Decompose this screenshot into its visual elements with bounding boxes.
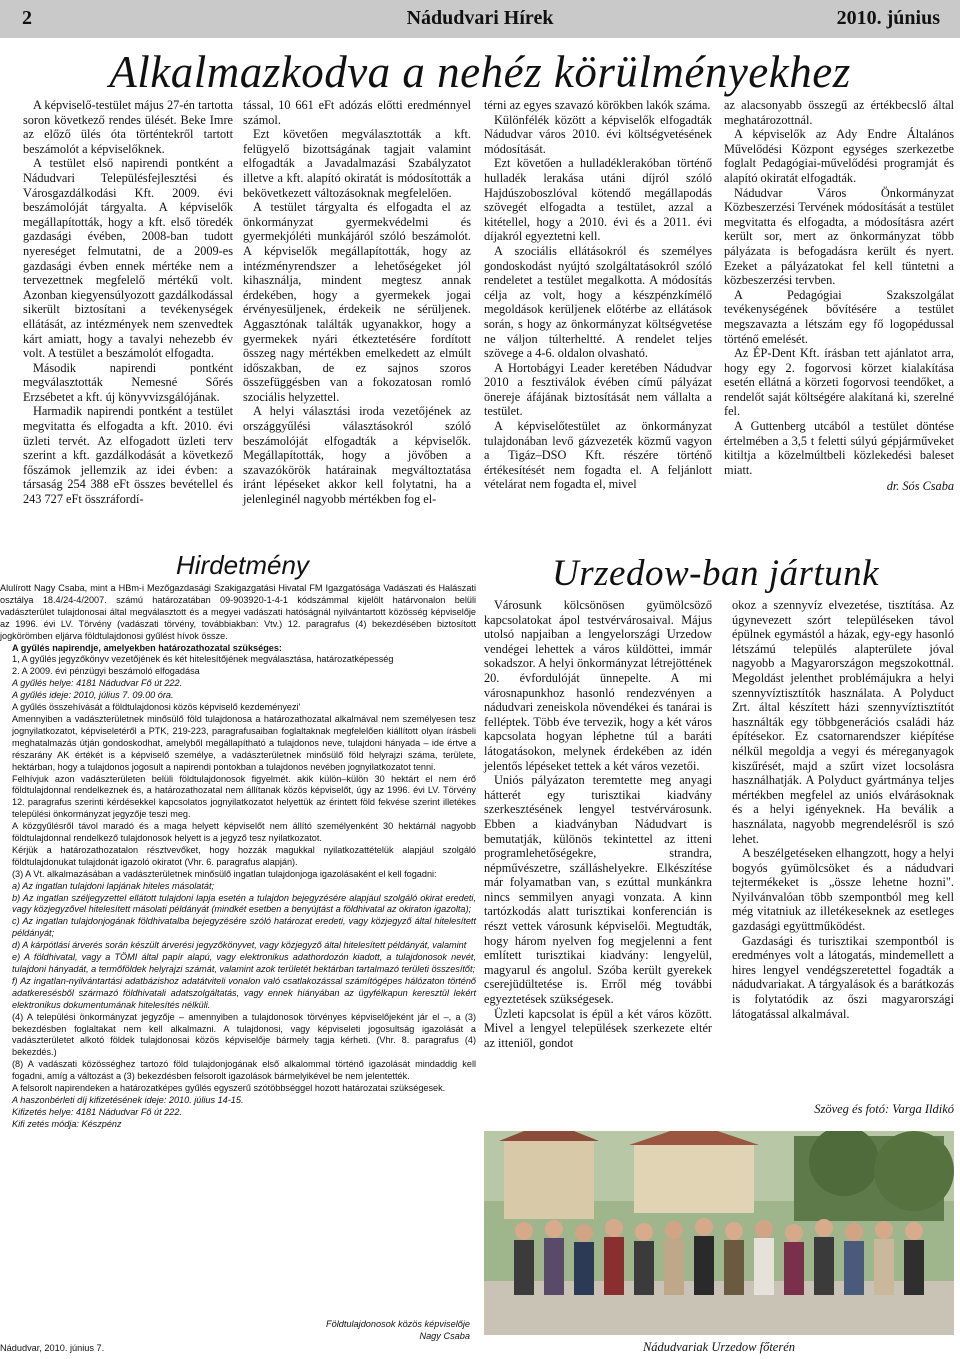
group-photo — [484, 1131, 954, 1335]
article-paragraph: A Pedagógiai Szakszolgálat tevékenységének bővítésére a testület megszavazta a létszám egy fő logopédussal történő emelését. — [724, 287, 954, 346]
article-paragraph: Nádudvar Város Önkormányzat Közbeszerzési Tervének módosítását a testület megvitatta és elfogadta, a módosításra azért került sor, mert az önkormányzat több pályázata is befogadásra került és nyert. Ezeket a pályázatokat fel kell tüntetni a közbeszerzési tervben. — [724, 185, 954, 288]
notice-signature-name: Nagy Csaba — [419, 1331, 470, 1341]
notice-agenda-item: 2. A 2009. évi pénzügyi beszámoló elfogadása — [12, 666, 200, 677]
notice-list-item: e) A földhivatal, vagy a TÖMI által papír alapú, vagy elektronikus adathordozón kiadott, a tulajdonosok nevét, tulajdoni hányadát, a termőföldek helyrajzi számát, valamint azok területét hektárban tartalmazó területi összesítőt; — [12, 952, 476, 974]
notice-payment-date: A haszonbérleti díj kifizetésének ideje: 2010. július 14-15. — [12, 1094, 244, 1105]
notice-list-item: d) A kárpótlási árverés során készült árverési jegyzőkönyvet, vagy közjegyző által hitelesített példányát, valamint — [12, 940, 467, 951]
article-paragraph: A Guttenberg utcából a testület döntése értelmében a 3,5 t feletti súlyú gépjárműveket kitiltja a közelmúltbeli közlekedési baleset miatt. — [724, 419, 954, 477]
notice-agenda-item: 1, A gyűlés jegyzőkönyv vezetőjének és két hitelesítőjének megválasztása, határozatképesség — [12, 654, 394, 665]
notice-list-item: a) Az ingatlan tulajdoni lapjának hiteles másolatát; — [12, 880, 215, 891]
article-paragraph: Különfélék között a képviselők elfogadták Nádudvar város 2010. évi költségvetésének módosítását. — [484, 112, 712, 156]
notice-time: A gyűlés ideje: 2010, július 7. 09.00 óra. — [12, 690, 174, 701]
notice-place-date: Nádudvar, 2010. június 7. — [0, 1343, 105, 1353]
article-paragraph: A Hortobágyi Leader keretében Nádudvar 2010 a fesztiválok évében című pályázat önereje áfájának biztosítását nem vállalta a testület. — [484, 360, 712, 419]
article-title: Alkalmazkodva a nehéz körülményekhez — [109, 47, 851, 97]
notice-paragraph: (8) A vadászati közösséghez tartozó föld tulajdonjogának első alkalommal történő igazolását mindaddig kell fogadni, amíg a változást a (3) bekezdésben felsorolt igazolások bármelyikével be nem jelentették. — [12, 1059, 476, 1082]
notice-agenda-heading: A gyűlés napirendje, amelyekben határozathozatal szükséges: — [12, 642, 282, 653]
article-paragraph: Ezt követően a hulladéklerakóban történő hulladék lerakása utáni díjról szóló Hajdúszoboszlóval kötendő megállapodás szövegét elfogadta a testület, azzal a kitétellel, hogy a 2010. évi és a 2011. évi díjakról egyeztetni kell. — [484, 156, 712, 244]
article-column-2 — [243, 98, 471, 507]
photo-credit: Szöveg és fotó: Varga Ildikó — [814, 1102, 954, 1116]
page-number: 2 — [22, 7, 32, 29]
notice-list-item: b) Az ingatlan széljegyzettel ellátott tulajdoni lapja esetén a tulajdon bejegyzésére alapjául szolgáló okirat eredeti, vagy közjegyzővel hitelesített másolati példányát (mindkét esetben a benyújtást a földhivatal az okiraton igazolta); — [12, 892, 476, 915]
article-paragraph: A testület tárgyalta és elfogadta el az önkormányzat gyermekvédelmi és gyermekjóléti munkájáról szóló beszámolót. A képviselők megállapították, hogy az intézményrendszer a lehetőségeket jól kihasználja, mindent megtesz annak érdekében, hogy a gyermekek jogai érvényesüljenek, érdekeik ne sérüljenek. Aggasztónak találták ugyanakkor, hogy a gyermekek nyári étkeztetésére fordított összeg nagy mértékben emelkedett az elmúlt időszakban, de ez sajnos szoros összefüggésben van a fokozatosan romló szociális helyzettel. — [243, 200, 471, 404]
article-paragraph: Harmadik napirendi pontként a testület megvitatta és elfogadta a kft. 2010. évi üzleti tervét. Az elfogadott üzleti terv szerint a kft. gazdálkodását a következő főszámok jellemzik az idei évben: a társaság 254 388 eFt összes bevétellel és 243 727 eFt összráfordí- — [23, 404, 233, 507]
article-signature: dr. Sós Csaba — [886, 479, 954, 494]
photo-caption: Nádudvariak Urzedow főterén — [642, 1340, 796, 1354]
group-photo-illustration — [484, 1131, 954, 1335]
notice-list-item: f) Az ingatlan-nyilvántartási adatbázishoz adatátviteli vonalon való csatlakozással számítógépes hálózaton történő adatkeresésből származó földhivatali adatszolgáltatás, vagy ennek hiányában az ügyfélkapun keresztül lekért elektronikus dokumentumának hitelesítés nélküli. — [12, 975, 476, 1010]
notice-signature — [300, 1318, 470, 1342]
article-paragraph: A beszélgetéseken elhangzott, hogy a helyi bogyós gyümölcsöket és a nádudvari tejtermékeket is „össze lehetne hozni". Nyilvánvalóan több szempontból meg kell még vitatniuk az illetékeseknek az esetleges gazdasági együttműködést. — [732, 846, 954, 934]
notice-payment-place: Kifizetés helye: 4181 Nádudvar Fő út 222. — [12, 1106, 182, 1117]
issue-date: 2010. június — [836, 7, 940, 29]
newspaper-name: Nádudvari Hírek — [406, 7, 554, 29]
notice-paragraph: A közgyűlésről távol maradó és a maga helyett képviselőt nem állító személyenként 30 hektárnál nagyobb földtulajdonnal rendelkező tulajdonosok helyett is a jegyző tesz nyilatkozatot. — [12, 821, 476, 844]
notice-body — [0, 583, 476, 1131]
notice-paragraph: Kérjük a határozathozatalon résztvevőket, hogy hozzák magukkal nyilatkozattételük alapjául szolgáló földtulajdonukat tulajdonát igazoló okiratot (Vhr. 6. paragrafus alapján). — [12, 844, 476, 867]
article-paragraph: Gazdasági és turisztikai szempontból is eredményes volt a látogatás, mindemellett a hires lengyel vendégszeretettel fogadták a nádudvariakat. A tárgyalások és a barátkozás is folytatódik az őszi magyarországi látogatással alkalmával. — [732, 933, 954, 1021]
notice-paragraph: A gyűlés összehívását a földtulajdonosi közös képviselő kezdeményezi' — [12, 702, 301, 713]
article-paragraph: okoz a szennyvíz elvezetése, tisztítása. Az úgynevezett szórt településeken távol épülnek egymástól a házak, egy-egy hasonló létszámú település alapterülete jóval nagyobb a Magyarországon megszokottnál. Megoldást jelenthet problémájukra a helyi szennyvíztisztítók használata. A Polyduct Zrt. által készített házi szennyvíztisztítót használták egy többgenerációs családi ház építésekor. Ez csatornarendszer kiépítése nélkül megoldja a vegyi és méreganyagok kiszűrését, majd a szűrt vizet locsolásra használhatják. A Polyduct gyártmánya teljes mértékben megfelel az uniós elvárásoknak és a helyi igényeknek. Ha beválik a használata, nagyobb megrendelésről is szó lehet. — [732, 598, 954, 846]
article-paragraph: A képviselők az Ady Endre Általános Művelődési Központ egységes szerkezetbe foglalt Pedagógiai-művelődési programját és alapító okiratát elfogadták. — [724, 127, 954, 185]
notice-list-item: c) Az ingatlan tulajdonjogának földhivatalba bejegyzésére szóló határozat eredeti, vagy közjegyző által hitelesített példányát; — [12, 916, 476, 939]
article-paragraph: Városunk kölcsönösen gyümölcsöző kapcsolatokat ápol testvérvárosaival. Május utolsó napjaiban a lengyelországi Urzedow vendégei lehettek a város küldöttei, immár sokadszor. A helyi önkormányzat létrejöttének 20. évfordulóját ünnepelte. A mi városnapunkhoz hasonló rendezvényen a nádudvari zeneiskola növendékei és tanárai is felléptek. Több éve tervezik, hogy a két város kapcsolata hogyan léphetne túl a baráti látogatásokon, melynek érdekében az idén jelentős lépéseket tettek a két város vezetői. — [484, 598, 712, 773]
notice-paragraph: (3) A Vt. alkalmazásában a vadászterületnek minősülő ingatlan tulajdonjoga igazolásaként el kell fogadni: — [12, 868, 437, 879]
article-title: Urzedow-ban jártunk — [552, 553, 880, 594]
notice-paragraph: (4) A települési önkormányzat jegyzője – amennyiben a tulajdonosok törvényes képviselőjeként jár el –, a (3) bekezdésben foglaltakat nem kell alkalmazni. A tulajdonosi, vagy képviseleti jogosultság igazolását a vadászterületet alkotó földek tulajdonosai közös képviselője bármely tagja kérheti. (Vhr. 8. paragrafus (4) bekezdés.) — [12, 1011, 476, 1058]
article-paragraph: Uniós pályázaton teremtette meg anyagi hátterét egy turisztikai kiadvány szerkesztésének lengyel testvérvárosunk. Ebben a kiadványban Nádudvart is bemutatják, különös tekintettel az itteni programlehetőségekre, strandra, népművészetre, szálláshelyekre. Elkészítése már folyamatban van, s ezúttal munkánkra nincs semmilyen anyagi vonzata. A kinn tartózkodás alatt turisztikai konferencián is részt vettek városunk képviselői. Megtudták, hogy három nyelven fog megjelenni a fent említett turisztikai kiadvány: lengyelül, magyarul és angolul. Szóba került gyerekek cserejüdültetése is. Erről még további egyeztetések szükségesek. — [484, 773, 712, 1007]
notice-payment-method: Kifi zetés módja: Készpénz — [12, 1118, 122, 1129]
notice-paragraph: Alulírott Nagy Csaba, mint a HBm-i Mezőgazdasági Szakigazgatási Hivatal FM Igazgatósága Vadászati és Halászati osztálya 18.4/24-4/2007. számú határozatában 09-903920-1-4-1 kódszámmal kijelölt határvonalon belüli vadászterület tulajdonosai által megválasztott és a megyei vadászati hatóságnál nyilvántartott közösség képviselője az 1996. évi LV. Törvény (vadászati törvény, továbbiakban: Vtv.) 12. paragrafus (4) bekezdésében biztosított jogkörömben eljárva földtulajdonosi gyűlést hívok össze. — [0, 583, 476, 641]
article-paragraph: az alacsonyabb összegű az értékbecslő által meghatározottnál. — [724, 98, 954, 127]
article-paragraph: Ezt követően megválasztották a kft. felügyelő bizottságának tagjait valamint elfogadták a Javadalmazási Szabályzatot illetve a kft. alapító okiratát is módosították a bekövetkezett változásoknak megfelelően. — [243, 127, 471, 200]
notice-title: Hirdetmény — [176, 550, 309, 580]
notice-signature-role: Földtulajdonosok közös képviselője — [325, 1319, 470, 1329]
article-column-4 — [724, 98, 954, 494]
article-column-1 — [23, 98, 233, 507]
article-paragraph: Az ÉP-Dent Kft. írásban tett ajánlatot arra, hogy egy 2. fogorvosi körzet kialakítása esetén ellátná a körzeti fogorvosi teendőket, a rendelőt saját költségére alakítaná ki, szerelné fel. — [724, 346, 954, 419]
article-paragraph: A képviselőtestület az önkormányzat tulajdonában levő gázvezeték közmű vagyon a Tigáz–DSO Kft. részére történő értékesítését nem fogadta el. A feljánlott vételárat nem fogadta el, mivel — [484, 419, 712, 492]
page-header — [0, 0, 960, 38]
article-paragraph: Üzleti kapcsolat is épül a két város között. Mivel a lengyel települések szerkezete eltér az itteniől, gondot — [484, 1006, 712, 1050]
notice-paragraph: Amennyiben a vadászterületnek minősülő föld tulajdonosa a határozathozatal alkalmával nem személyesen tesz jognyilatkozatot, képviseletéről a PTK, 219-223, paragrafusaiban foglaltaknak megfelelően kiállított olyan írásbeli meghatalmazás útján gondoskodhat, amelyből megállapítható a tulajdonos neve, tulajdoni hányada – ide értve a részarány AK értékét is a képviselő személye, a vadászterületnek minősülő föld helyrajzi száma, területe, hektárban, hogy a tulajdonos jogosult a napirendi pontokban a tulajdonos nevében jognyilatkozatot tenni. — [12, 713, 476, 772]
article-paragraph: A testület első napirendi pontként a Nádudvari Településfejlesztési és Városgazdálkodási Kft. 2009. évi beszámolóját tárgyalta. A képviselők megállapították, hogy a kft. első töredék gazdasági évében, 2008-ban tudott nyereséget felmutatni, de a 2009-es gazdasági évben ennek mértéke nem a tervezettnek megfelelő mértékű volt. Azonban kiegyensúlyozott gazdálkodással sikerült biztosítani a tevékenységek ellátását, az intézmények nem szenvedtek kárt amiatt, hogy a tavalyi nehezebb év volt. A testület a beszámolót elfogadta. — [23, 156, 233, 361]
article-paragraph: tással, 10 661 eFt adózás előtti eredménnyel számol. — [243, 98, 471, 127]
article-paragraph: A szociális ellátásokról és személyes gondoskodást nyújtó szolgáltatásokról szóló rendeletet a testület megalkotta. A módosítás célja az volt, hogy a készpénzkímélő megoldások kerüljenek előtérbe az ellátások során, s hogy az önkormányzat költségvetése ne váljon túlterheltté. A rendelet teljes szövege a 4-6. oldalon olvasható. — [484, 243, 712, 361]
article-column-3 — [484, 98, 712, 492]
article-paragraph: A képviselő-testület május 27-én tartotta soron következő rendes ülését. Beke Imre az előző ülés óta történtekről tartott beszámolót a képviselőknek. — [23, 98, 233, 156]
article-paragraph: térni az egyes szavazó körökben lakók száma. — [484, 98, 711, 112]
notice-paragraph: Felhívjuk azon vadászterületen belüli földtulajdonosok figyelmét. akik külön–külön 30 hektárt el nem érő földtulajdonnal rendelkeznek és, a határozathozatal nem állítanak közös képviselőt, úgy az 1996. évi LV. Törvény 12. paragrafus szerinti kérdésekkel kapcsolatos jognyilatkozatot helyettük az érintett föld fekvése szerint illetékes települési önkormányzat jegyzője teszi meg. — [12, 773, 476, 820]
article-column-1 — [484, 598, 712, 1050]
notice-location: A gyűlés helye: 4181 Nádudvar Fő út 222. — [12, 678, 183, 689]
notice-paragraph: A felsorolt napirendeken a határozatképes gyűlés egyszerű szótöbbséggel hozott határozatai szükségesek. — [12, 1083, 446, 1094]
article-paragraph: A helyi választási iroda vezetőjének az országgyűlési választásokról szóló beszámolóját elfogadták a képviselők. Megállapították, hogy a jövőben a szavazókörök határainak megváltoztatása iránt lépéseket akkor kell folytatni, ha a jelenleginél nagyobb mértékben fog el- — [243, 404, 471, 507]
article-paragraph: Második napirendi pontként megválasztották Nemesné Sőrés Erzsébetet a kft. új könyvvizsgálójának. — [23, 360, 233, 404]
article-column-2 — [732, 598, 954, 1021]
